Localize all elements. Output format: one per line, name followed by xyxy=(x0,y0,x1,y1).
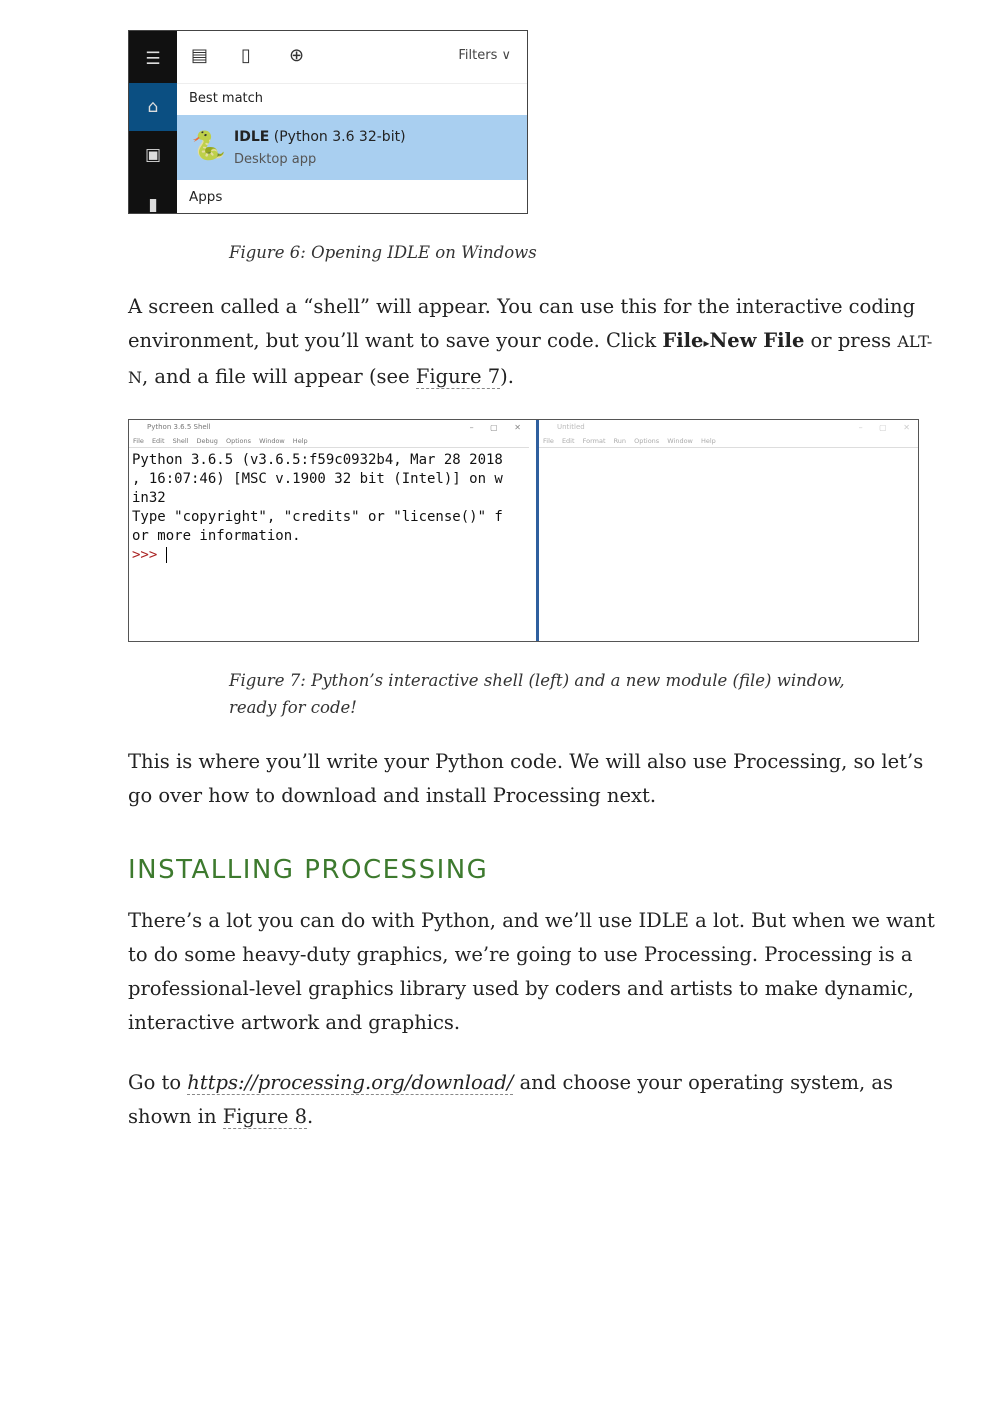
document-filter-icon: ▯ xyxy=(241,45,251,66)
shell-prompt: >>> xyxy=(132,547,166,563)
cursor[interactable] xyxy=(166,547,175,563)
paragraph-4 xyxy=(128,1066,938,1134)
menu-file: File xyxy=(662,329,704,352)
section-heading: INSTALLING PROCESSING xyxy=(128,855,489,885)
app-detail: (Python 3.6 32-bit) xyxy=(273,129,406,145)
processing-download-link[interactable]: https://processing.org/download/ xyxy=(187,1071,514,1094)
apps-filter-icon: ▤ xyxy=(191,45,209,66)
best-match-label: Best match xyxy=(189,91,264,106)
text: and choose your operating system, as shown in xyxy=(128,1071,894,1128)
app-type: Desktop app xyxy=(234,152,317,167)
home-icon: ⌂ xyxy=(129,83,177,131)
text: A screen called a “shell” will appear. You can use this for the interactive coding environment, but you’ll want to save your code. Click xyxy=(128,295,916,352)
search-toolbar xyxy=(177,31,527,84)
key-shortcut: ALT-N xyxy=(128,332,933,387)
filters-label: Filters xyxy=(458,48,498,63)
figure-6-windows-search xyxy=(128,30,528,214)
shell-output: Python 3.6.5 (v3.6.5:f59c0932b4, Mar 28 2018 , 16:07:46) [MSC v.1900 32 bit (Intel)] on w in32 Type "copyright", "credits" or "license()" f or more information. xyxy=(132,452,503,544)
text: , and a file will appear (see xyxy=(142,365,416,388)
figure-7-link[interactable]: Figure 7 xyxy=(415,365,501,388)
web-filter-icon: ⊕ xyxy=(289,45,305,66)
filters-button[interactable]: Filters ∨ xyxy=(458,48,511,63)
python-icon: 🐍 xyxy=(191,129,226,162)
app-name: IDLE xyxy=(234,129,270,145)
paragraph-3: There’s a lot you can do with Python, and we’ll use IDLE a lot. But when we want to do some heavy-duty graphics, we’re going to use Processing. Processing is a professional-level graphics library used by coders and artists to make dynamic, interactive artwork and graphics. xyxy=(128,909,935,1034)
figure-7-idle-windows xyxy=(128,419,919,642)
idle-result[interactable] xyxy=(177,115,527,180)
arrow: ▸ xyxy=(703,336,710,350)
file-window xyxy=(539,420,918,641)
window-controls[interactable]: – ▢ ✕ xyxy=(469,423,521,432)
figure-8-link[interactable]: Figure 8 xyxy=(222,1105,308,1128)
text: or press xyxy=(804,329,898,352)
text: ). xyxy=(500,365,514,388)
figure-7-caption: Figure 7: Python’s interactive shell (left) and a new module (file) window, ready for code! xyxy=(229,671,845,717)
paragraph-1 xyxy=(128,290,938,395)
documents-icon: ▣ xyxy=(144,145,162,165)
text: . xyxy=(307,1105,314,1128)
menu-new-file: New File xyxy=(709,329,805,352)
figure-6-caption: Figure 6: Opening IDLE on Windows xyxy=(229,243,537,262)
apps-label: Apps xyxy=(189,189,223,205)
start-sidebar xyxy=(129,31,177,213)
paragraph-2: This is where you’ll write your Python code. We will also use Processing, so let’s go over how to download and install Processing next. xyxy=(128,750,924,807)
shell-menubar[interactable]: File Edit Shell Debug Options Window Help xyxy=(129,435,529,448)
file-menubar[interactable]: File Edit Format Run Options Window Help xyxy=(539,435,918,448)
hamburger-icon: ☰ xyxy=(145,49,161,69)
file-title: Untitled xyxy=(557,423,585,431)
shell-title: Python 3.6.5 Shell xyxy=(147,423,211,431)
shell-window xyxy=(129,420,529,641)
text: Go to xyxy=(128,1071,188,1094)
tower-icon: ▮ xyxy=(148,195,158,215)
window-controls[interactable]: – ▢ ✕ xyxy=(858,423,910,432)
